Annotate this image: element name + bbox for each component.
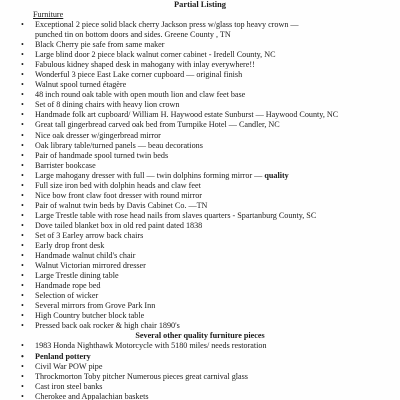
list-item: • Pressed back oak rocker & high chair 1890's	[0, 321, 400, 331]
list-item: • Civil War POW pipe	[0, 362, 400, 372]
other-items-list	[0, 341, 400, 400]
list-item: • Nice bow front claw foot dresser with round mirror	[0, 191, 400, 201]
list-item: • Early drop front desk	[0, 241, 400, 251]
list-item: • Nice oak dresser w/gingerbread mirror	[0, 131, 400, 141]
list-item: • Handmade rope bed	[0, 281, 400, 291]
list-item: • Great tall gingerbread carved oak bed from Turnpike Hotel — Candler, NC	[0, 120, 400, 130]
quality-label: quality	[264, 170, 289, 180]
list-item: • Penland pottery	[0, 352, 400, 362]
list-item: • Walnut Victorian mirrored dresser	[0, 261, 400, 271]
list-item: • Walnut spool turned étagère	[0, 80, 400, 90]
list-item: • Fabulous kidney shaped desk in mahogany with inlay everywhere!!	[0, 60, 400, 70]
list-item: • Set of 8 dining chairs with heavy lion crown	[0, 100, 400, 110]
list-item: • Black Cherry pie safe from same maker	[0, 40, 400, 50]
list-item: • Full size iron bed with dolphin heads and claw feet	[0, 181, 400, 191]
list-item: • 48 inch round oak table with open mouth lion and claw feet base	[0, 90, 400, 100]
page-title: Partial Listing	[174, 0, 226, 9]
list-item: • Handmade walnut child's chair	[0, 251, 400, 261]
list-item: • Pair of handmade spool turned twin beds	[0, 151, 400, 161]
list-item: • Wonderful 3 piece East Lake corner cupboard — original finish	[0, 70, 400, 80]
list-item: • Handmade folk art cupboard/ William H. Haywood estate Sunburst — Haywood County, NC	[0, 110, 400, 120]
list-item: • Dove tailed blanket box in old red paint dated 1838	[0, 221, 400, 231]
list-item: • Large Trestle table with rose head nails from slaves quarters - Spartanburg County, SC	[0, 211, 400, 221]
list-item: • Large mahogany dresser with full — twin dolphins forming mirror — quality	[0, 171, 400, 181]
list-item: • Barrister bookcase	[0, 161, 400, 171]
list-item: • Selection of wicker	[0, 291, 400, 301]
list-item: • Throckmorton Toby pitcher Numerous pieces great carnival glass	[0, 372, 400, 382]
list-item: • Cherokee and Appalachian baskets	[0, 392, 400, 400]
list-item: • Exceptional 2 piece solid black cherry Jackson press w/glass top heavy crown —	[0, 20, 400, 30]
list-item: • Large Trestle dining table	[0, 271, 400, 281]
section-heading-other: Several other quality furniture pieces	[135, 331, 265, 341]
list-item: • Cast iron steel banks	[0, 382, 400, 392]
list-item: • High Country butcher block table	[0, 311, 400, 321]
list-item: • Pair of walnut twin beds by Davis Cabinet Co. —TN	[0, 201, 400, 211]
furniture-list	[0, 20, 400, 331]
list-item: • Several mirrors from Grove Park Inn	[0, 301, 400, 311]
list-item: • 1983 Honda Nighthawk Motorcycle with 5180 miles/ needs restoration	[0, 341, 400, 351]
section-heading-furniture: Furniture	[33, 10, 64, 19]
list-item-continuation: punched tin on bottom doors and sides. Greene County , TN	[35, 30, 231, 40]
list-item: • Large blind door 2 piece black walnut corner cabinet - Iredell County, NC	[0, 50, 400, 60]
list-item: • Set of 3 Earley arrow back chairs	[0, 231, 400, 241]
list-item: • Oak library table/turned panels — beau decorations	[0, 141, 400, 151]
